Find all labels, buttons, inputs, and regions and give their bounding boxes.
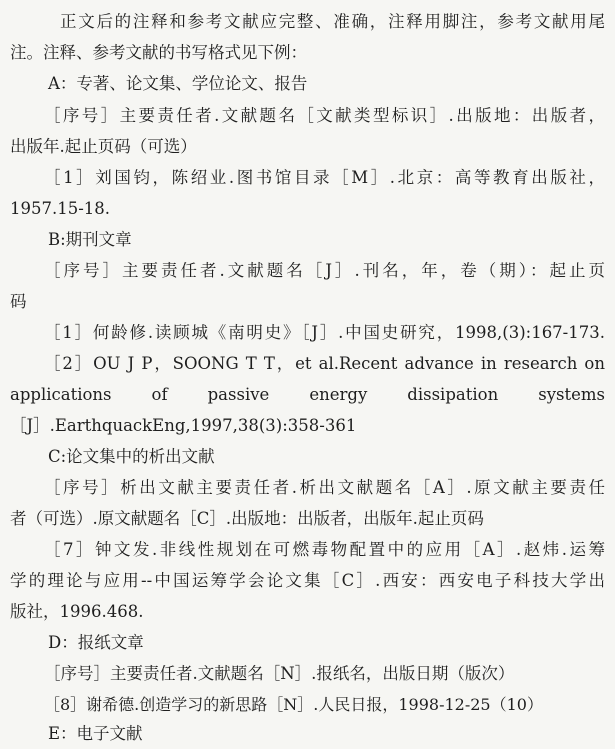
section-heading-b: B:期刊文章 bbox=[48, 230, 132, 249]
format-a-line2: 出版年.起止页码（可选） bbox=[10, 137, 197, 156]
paragraph-intro-line1: 正文后的注释和参考文献应完整、准确，注释用脚注，参考文献用尾 bbox=[60, 12, 605, 31]
format-b-line2: 码 bbox=[10, 292, 27, 311]
paragraph-intro-line2: 注。注释、参考文献的书写格式见下例： bbox=[10, 43, 307, 62]
section-heading-c: C:论文集中的析出文献 bbox=[48, 447, 215, 466]
example-a1-line1: ［1］刘国钧，陈绍业.图书馆目录［M］.北京：高等教育出版社， bbox=[44, 168, 605, 187]
example-b2-line2: applications of passive energy dissipation systems bbox=[10, 385, 605, 404]
example-d8: ［8］谢希德.创造学习的新思路［N］.人民日报，1998-12-25（10） bbox=[44, 695, 543, 714]
format-a-line1: ［序号］主要责任者.文献题名［文献类型标识］.出版地：出版者， bbox=[44, 106, 605, 125]
example-b1: ［1］何龄修.读顾城《南明史》［J］.中国史研究，1998,(3):167-173. bbox=[44, 323, 605, 342]
example-c7-line2: 学的理论与应用--中国运筹学会论文集［C］.西安：西安电子科技大学出 bbox=[10, 571, 605, 590]
format-d: ［序号］主要责任者.文献题名［N］.报纸名，出版日期（版次） bbox=[44, 664, 515, 683]
format-b-line1: ［序号］主要责任者.文献题名［J］.刊名，年，卷（期）：起止页 bbox=[44, 261, 605, 280]
section-heading-a: A：专著、论文集、学位论文、报告 bbox=[48, 74, 308, 93]
example-c7-line3: 版社，1996.468. bbox=[10, 602, 144, 621]
example-b2-line1: ［2］OU J P，SOONG T T，et al.Recent advance in research on bbox=[44, 354, 605, 373]
section-heading-e: E：电子文献 bbox=[48, 724, 143, 743]
example-a1-line2: 1957.15-18. bbox=[10, 199, 111, 218]
example-c7-line1: ［7］钟文发.非线性规划在可燃毒物配置中的应用［A］.赵炜.运筹 bbox=[44, 540, 605, 559]
format-c-line1: ［序号］析出文献主要责任者.析出文献题名［A］.原文献主要责任 bbox=[44, 478, 605, 497]
format-c-line2: 者（可选）.原文献题名［C］.出版地：出版者，出版年.起止页码 bbox=[10, 509, 484, 528]
section-heading-d: D：报纸文章 bbox=[48, 633, 144, 652]
example-b2-line3: ［J］.EarthquackEng,1997,38(3):358-361 bbox=[10, 416, 357, 435]
